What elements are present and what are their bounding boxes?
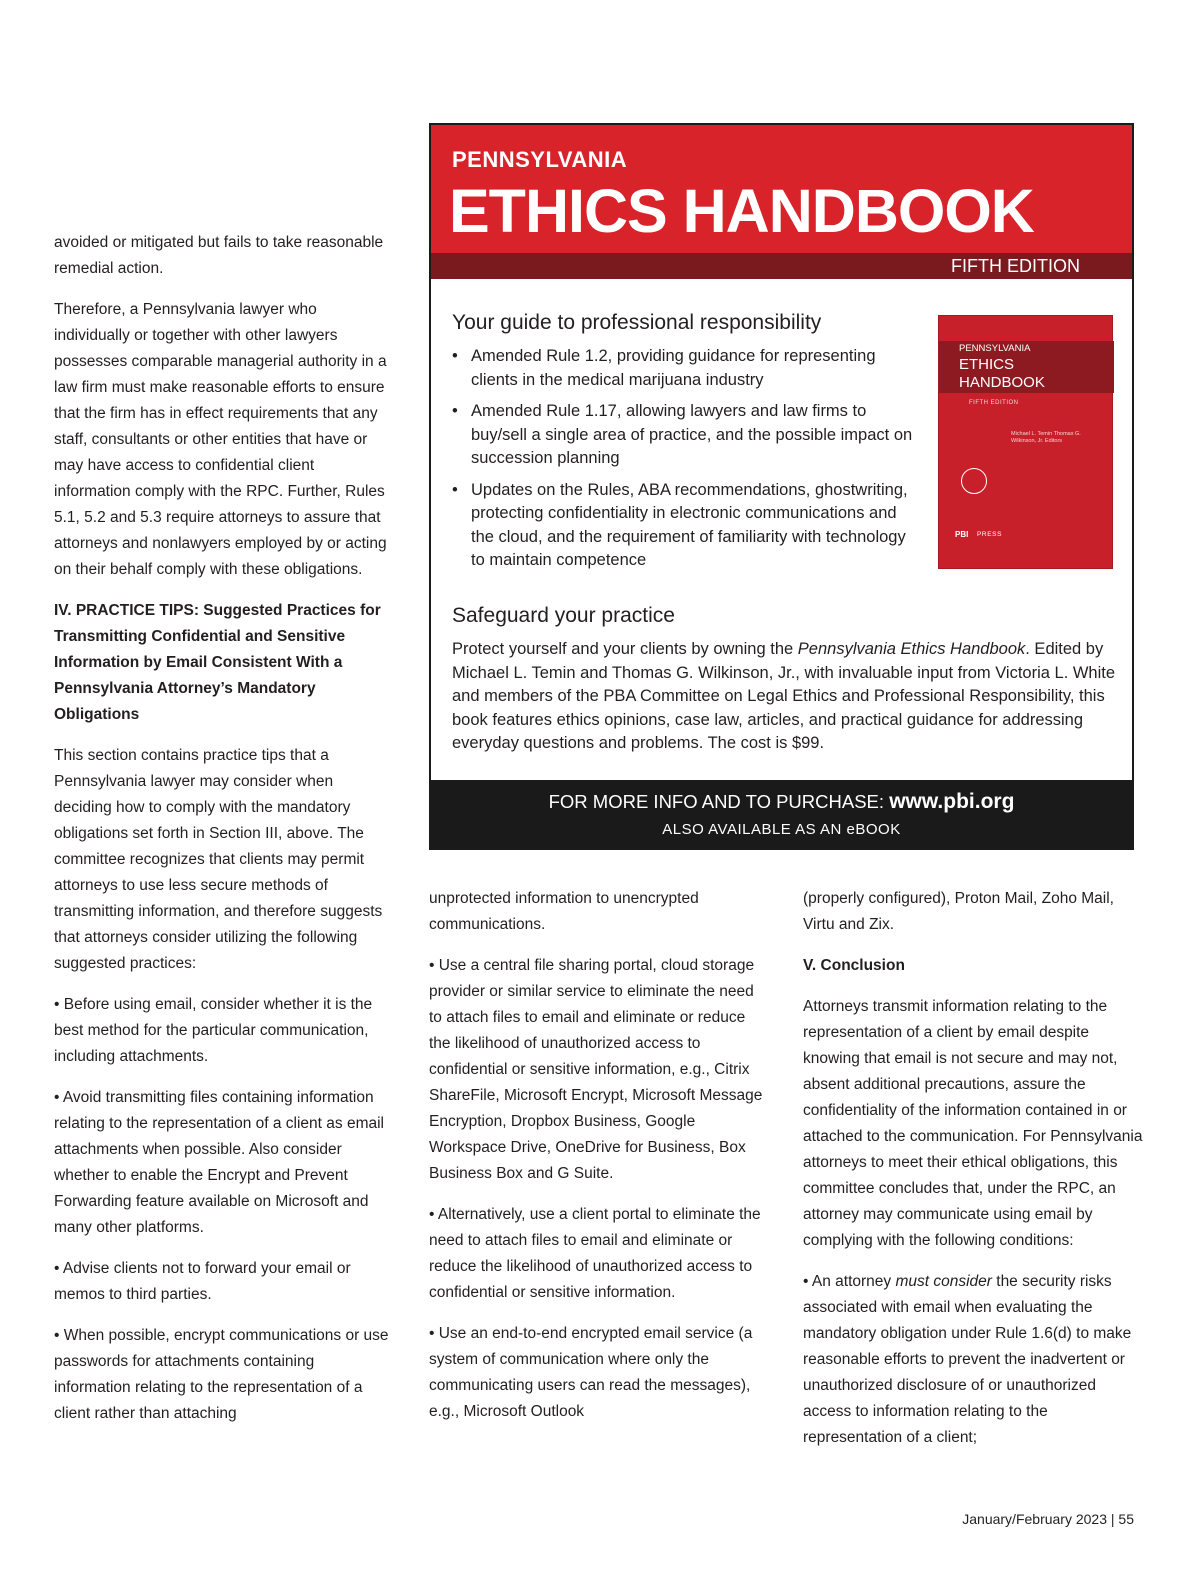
bullet-item: • Use an end-to-end encrypted email service (a system of communication where only the communicating users can read the messages), e.g., Microsoft Outlook [429,1325,753,1420]
book-cover-image [938,315,1113,569]
bullet-text: • An attorney [803,1273,896,1290]
ad-guide-heading: Your guide to professional responsibility [452,311,822,334]
ad-bullet-list [452,345,922,581]
bullet-emphasis: must consider [895,1273,992,1290]
seal-icon [961,468,987,494]
bullet-item: • Before using email, consider whether it is the best method for the particular communication, including attachments. [54,996,373,1065]
right-column [803,886,1143,1466]
ad-edition: FIFTH EDITION [951,256,1080,276]
bullet-item: • Alternatively, use a client portal to eliminate the need to attach files to email and eliminate or reduce the likelihood of unauthorized access to confidential or sensitive information. [429,1206,761,1301]
book-edition: FIFTH EDITION [969,400,1019,406]
page-footer: January/February 2023 | 55 [962,1511,1134,1527]
paragraph: This section contains practice tips that a Pennsylvania lawyer may consider when deciding how to comply with the mandatory obligations set forth in Section III, above. The committee recognizes that clients may permit attorneys to use less secure methods of transmitting information, and therefore suggests that attorneys consider utilizing the following suggested practices: [54,747,383,972]
bullet-text: the security risks associated with email when evaluating the mandatory obligation under Rule 1.6(d) to make reasonable efforts to prevent the inadvertent or unauthorized disclosure of or unauthorized access to information relating to the representation of a client; [803,1273,1132,1446]
book-pbi-logo: PBI [955,530,969,539]
section-heading: IV. PRACTICE TIPS: Suggested Practices for Transmitting Confidential and Sensitive Information by Email Consistent With a Pennsylvania Attorney’s Mandatory Obligations [54,602,381,723]
bullet-item: • Avoid transmitting files containing information relating to the representation of a client as email attachments when possible. Also consider whether to enable the Encrypt and Prevent Forwarding feature available on Microsoft and many other platforms. [54,1089,384,1236]
left-column [54,230,390,1442]
ad-safeguard-body [452,638,1117,756]
book-state: PENNSYLVANIA [959,343,1031,354]
bullet-item: • Use a central file sharing portal, cloud storage provider or similar service to eliminate the need to attach files to email and eliminate or reduce the likelihood of unauthorized access to confidential or sensitive information, e.g., Citrix ShareFile, Microsoft Encrypt, Microsoft Message Encryption, Dropbox Business, Google Workspace Drive, OneDrive for Business, Box Business Box and G Suite. [429,957,763,1182]
ad-edition-bar [431,253,1132,279]
ad-safeguard-heading: Safeguard your practice [452,604,675,627]
ad-footer-sub: ALSO AVAILABLE AS AN eBOOK [662,821,901,838]
bullet-item: • Advise clients not to forward your email or memos to third parties. [54,1260,351,1303]
paragraph: unprotected information to unencrypted communications. [429,890,699,933]
ad-header [431,125,1132,253]
middle-column [429,886,765,1440]
bullet-item [803,1269,1143,1451]
book-editors: Michael L. Temin Thomas G. Wilkinson, Jr. Editors [1011,431,1081,444]
ad-bullet: • Updates on the Rules, ABA recommendations, ghostwriting, protecting confidentiality in electronic communications and the cloud, and the requirement of familiarity with technology to maintain competence [452,479,922,573]
book-title-line1: ETHICS [959,356,1015,373]
ad-footer-text: FOR MORE INFO AND TO PURCHASE: [548,791,890,812]
bullet-item: • When possible, encrypt communications or use passwords for attachments containing information relating to the representation of a client rather than attaching [54,1327,389,1422]
ad-state: PENNSYLVANIA [452,147,628,172]
ad-title: ETHICS HANDBOOK [449,177,1034,245]
paragraph: avoided or mitigated but fails to take reasonable remedial action. [54,234,384,277]
ad-book-title-italic: Pennsylvania Ethics Handbook [797,640,1026,658]
paragraph: (properly configured), Proton Mail, Zoho Mail, Virtu and Zix. [803,890,1114,933]
ad-footer-cta [431,790,1132,814]
ad-safeguard-text: . Edited by Michael L. Temin and Thomas G. Wilkinson, Jr., with invaluable input from Victoria L. White and members of the PBA Committee on Legal Ethics and Professional Responsibility, this book features ethics opinions, case law, articles, and practical guidance for addressing everyday questions and problems. The cost is $99. [452,640,1116,752]
paragraph: Therefore, a Pennsylvania lawyer who individually or together with other lawyers possesses comparable managerial authority in a law firm must make reasonable efforts to ensure that the firm has in effect requirements that any staff, consultants or other entities that have or may have access to confidential client information comply with the RPC. Further, Rules 5.1, 5.2 and 5.3 require attorneys to assure that attorneys and nonlawyers employed by or acting on their behalf comply with these obligations. [54,301,387,578]
ethics-handbook-ad [429,123,1134,850]
section-heading: V. Conclusion [803,957,905,974]
ad-bullet: • Amended Rule 1.17, allowing lawyers and law firms to buy/sell a single area of practice, and the possible impact on succession planning [452,400,922,471]
ad-footer-url-link[interactable]: www.pbi.org [889,790,1015,813]
ad-footer [431,780,1132,848]
ad-bullet: • Amended Rule 1.2, providing guidance for representing clients in the medical marijuana industry [452,345,922,392]
ad-safeguard-text: Protect yourself and your clients by owning the [452,640,798,658]
book-press: PRESS [977,531,1003,538]
book-title-line2: HANDBOOK [959,374,1045,391]
paragraph: Attorneys transmit information relating to the representation of a client by email despite knowing that email is not secure and may not, absent additional precautions, assure the confidentiality of the information contained in or attached to the communication. For Pennsylvania attorneys to meet their ethical obligations, this committee concludes that, under the RPC, an attorney may communicate using email by complying with the following conditions: [803,998,1143,1249]
